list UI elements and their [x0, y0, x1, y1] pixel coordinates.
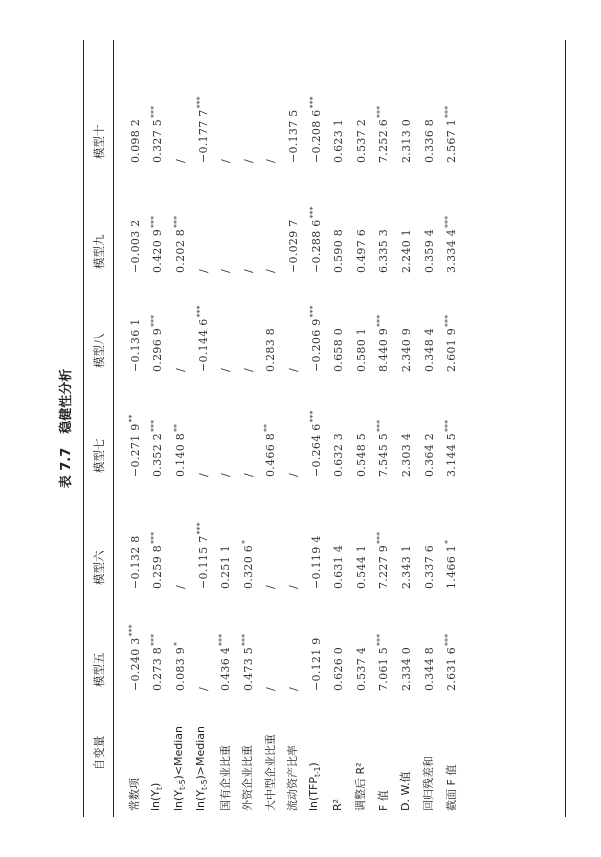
- header-model-7: 模型七: [91, 438, 106, 473]
- table-cell: [191, 163, 214, 273]
- cell-value: 0.623 1: [332, 118, 346, 163]
- table-cell: [349, 589, 372, 691]
- significance-stars: *: [239, 539, 249, 544]
- cell-value: −0.029 7: [286, 219, 300, 273]
- cell-value: 2.343 1: [399, 544, 413, 589]
- cell-value: /: [241, 158, 255, 163]
- table-cell: [281, 372, 304, 477]
- table-row: [439, 42, 462, 815]
- table-cell: [417, 273, 440, 372]
- table-cell: [372, 477, 395, 589]
- cell-value: 0.580 1: [354, 327, 368, 372]
- table-row: [191, 42, 214, 815]
- cell-value: 0.327 5: [151, 118, 165, 163]
- table-cell: [304, 42, 327, 163]
- header-model-10: 模型十: [91, 124, 106, 159]
- table-cell: [259, 477, 282, 589]
- cell-value: 6.335 3: [377, 228, 391, 273]
- table-cell: [113, 589, 146, 691]
- significance-stars: ***: [149, 314, 159, 327]
- table-row: [113, 42, 146, 815]
- cell-value: −0.271 9: [128, 423, 142, 477]
- cell-value: −0.208 6: [309, 109, 323, 163]
- table-cell: [281, 163, 304, 273]
- cell-value: /: [196, 686, 210, 691]
- cell-value: 0.083 9: [173, 646, 187, 691]
- cell-value: 3.334 4: [445, 228, 459, 273]
- cell-value: 0.466 8: [264, 432, 278, 477]
- header-row: [84, 42, 113, 815]
- significance-stars: ***: [443, 419, 453, 432]
- cell-value: −0.121 9: [309, 637, 323, 691]
- row-label: 大中型企业比重: [263, 734, 277, 811]
- cell-value: 1.466 1: [445, 544, 459, 589]
- cell-value: 2.340 9: [399, 327, 413, 372]
- table-row: [146, 42, 169, 815]
- significance-stars: ***: [443, 633, 453, 646]
- significance-stars: ***: [375, 633, 385, 646]
- cell-value: 0.348 4: [422, 327, 436, 372]
- table-cell: [191, 477, 214, 589]
- table-cell: [259, 42, 282, 163]
- cell-value: 2.567 1: [445, 118, 459, 163]
- table-cell: [372, 589, 395, 691]
- table-cell: [349, 42, 372, 163]
- table-cell: [394, 42, 417, 163]
- table-cell: [394, 477, 417, 589]
- table-cell: [168, 163, 191, 273]
- row-label: 国有企业比重: [218, 745, 232, 811]
- table-cell: [146, 42, 169, 163]
- significance-stars: ***: [194, 305, 204, 318]
- significance-stars: ***: [149, 419, 159, 432]
- table-row: [236, 42, 259, 815]
- cell-value: 2.303 4: [399, 432, 413, 477]
- cell-value: −0.003 2: [128, 219, 142, 273]
- table-cell: [236, 589, 259, 691]
- row-label: $\ln(Y_t)$: [149, 782, 165, 811]
- significance-stars: ***: [307, 96, 317, 109]
- cell-value: /: [264, 268, 278, 273]
- table-cell: [326, 273, 349, 372]
- cell-value: /: [196, 268, 210, 273]
- cell-value: /: [196, 472, 210, 477]
- significance-stars: **: [262, 423, 272, 432]
- robustness-table: [84, 42, 462, 815]
- table-cell: [349, 372, 372, 477]
- cell-value: −0.264 6: [309, 423, 323, 477]
- table-cell: [191, 42, 214, 163]
- table-title: 稳健性分析: [59, 368, 74, 434]
- table-cell: [439, 477, 462, 589]
- table-cell: [439, 589, 462, 691]
- table-cell: [259, 372, 282, 477]
- header-model-9: 模型九: [91, 234, 106, 269]
- table-number: 表 7.7: [59, 447, 74, 489]
- cell-value: 0.537 2: [354, 118, 368, 163]
- table-row: [372, 42, 395, 815]
- significance-stars: ***: [375, 314, 385, 327]
- cell-value: 0.473 5: [241, 646, 255, 691]
- table-caption: [55, 0, 74, 857]
- table-cell: [394, 273, 417, 372]
- cell-value: 0.631 4: [332, 544, 346, 589]
- cell-value: /: [173, 158, 187, 163]
- significance-stars: ***: [217, 633, 227, 646]
- cell-value: 0.626 0: [332, 646, 346, 691]
- cell-value: −0.115 7: [196, 535, 210, 589]
- table-cell: [372, 42, 395, 163]
- significance-stars: ***: [149, 215, 159, 228]
- table-cell: [168, 42, 191, 163]
- table-cell: [191, 589, 214, 691]
- table-cell: [168, 589, 191, 691]
- cell-value: 0.296 9: [151, 327, 165, 372]
- cell-value: /: [264, 158, 278, 163]
- significance-stars: ***: [307, 206, 317, 219]
- table-cell: [304, 163, 327, 273]
- cell-value: 0.548 5: [354, 432, 368, 477]
- cell-value: −0.177 7: [196, 109, 210, 163]
- significance-stars: ***: [443, 105, 453, 118]
- table-row: [259, 42, 282, 815]
- table-cell: [113, 273, 146, 372]
- header-model-5: 模型五: [91, 652, 106, 687]
- row-label: 常数项: [128, 778, 142, 811]
- cell-value: −0.137 5: [286, 109, 300, 163]
- table-cell: [304, 372, 327, 477]
- bottom-rule: [565, 40, 566, 817]
- table-cell: [349, 163, 372, 273]
- table-cell: [259, 273, 282, 372]
- row-label: $\ln(Y_{t-5})<Median$: [171, 726, 188, 811]
- cell-value: /: [241, 268, 255, 273]
- significance-stars: ***: [149, 531, 159, 544]
- table-cell: [326, 163, 349, 273]
- cell-value: 7.227 9: [377, 544, 391, 589]
- cell-value: /: [219, 268, 233, 273]
- cell-value: 0.352 2: [151, 432, 165, 477]
- cell-value: /: [219, 472, 233, 477]
- table-cell: [394, 163, 417, 273]
- cell-value: 0.259 8: [151, 544, 165, 589]
- row-label: 回归残差和: [422, 756, 436, 811]
- significance-stars: *: [171, 641, 181, 646]
- cell-value: 0.544 1: [354, 544, 368, 589]
- table-cell: [304, 273, 327, 372]
- table-cell: [349, 273, 372, 372]
- table-cell: [113, 477, 146, 589]
- table-cell: [417, 163, 440, 273]
- table-cell: [213, 42, 236, 163]
- table-row: [349, 42, 372, 815]
- significance-stars: **: [126, 414, 136, 423]
- table-cell: [372, 273, 395, 372]
- table-cell: [304, 477, 327, 589]
- table-cell: [417, 477, 440, 589]
- row-label: 截面 F 值: [444, 764, 458, 811]
- row-label: R²: [331, 798, 345, 811]
- table-cell: [326, 477, 349, 589]
- cell-value: 0.140 8: [173, 432, 187, 477]
- cell-value: −0.240 3: [128, 637, 142, 691]
- table-cell: [259, 589, 282, 691]
- table-cell: [326, 42, 349, 163]
- table-cell: [191, 273, 214, 372]
- significance-stars: ***: [239, 633, 249, 646]
- table-cell: [236, 477, 259, 589]
- cell-value: 2.334 0: [399, 646, 413, 691]
- table-body: [113, 42, 462, 815]
- cell-value: 7.252 6: [377, 118, 391, 163]
- table-row: [326, 42, 349, 815]
- cell-value: /: [219, 158, 233, 163]
- table-cell: [394, 589, 417, 691]
- cell-value: 0.320 6: [241, 544, 255, 589]
- table-cell: [439, 163, 462, 273]
- cell-value: /: [241, 367, 255, 372]
- table-row: [304, 42, 327, 815]
- row-label: D. W.值: [399, 771, 413, 811]
- table-cell: [439, 42, 462, 163]
- cell-value: /: [286, 472, 300, 477]
- significance-stars: ***: [194, 522, 204, 535]
- significance-stars: ***: [307, 410, 317, 423]
- table-cell: [213, 477, 236, 589]
- table-row: [168, 42, 191, 815]
- significance-stars: ***: [307, 305, 317, 318]
- table-row: [213, 42, 236, 815]
- significance-stars: ***: [375, 105, 385, 118]
- cell-value: −0.132 8: [128, 535, 142, 589]
- significance-stars: ***: [126, 624, 136, 637]
- table-header: [84, 42, 113, 815]
- significance-stars: ***: [443, 215, 453, 228]
- cell-value: 8.440 9: [377, 327, 391, 372]
- cell-value: /: [264, 584, 278, 589]
- cell-value: /: [286, 686, 300, 691]
- table-row: [394, 42, 417, 815]
- table-cell: [259, 163, 282, 273]
- cell-value: 0.537 4: [354, 646, 368, 691]
- cell-value: 0.436 4: [219, 646, 233, 691]
- table-row: [281, 42, 304, 815]
- table-cell: [394, 372, 417, 477]
- header-model-8: 模型八: [91, 333, 106, 368]
- row-label: 外资企业比重: [241, 745, 255, 811]
- table-cell: [281, 273, 304, 372]
- cell-value: 0.364 2: [422, 432, 436, 477]
- row-label: 调整后 R²: [354, 762, 368, 811]
- table-cell: [326, 589, 349, 691]
- header-variable: 自变量: [91, 735, 106, 771]
- table-cell: [236, 163, 259, 273]
- table-cell: [213, 372, 236, 477]
- table-cell: [146, 273, 169, 372]
- cell-value: −0.144 6: [196, 318, 210, 372]
- table-cell: [372, 372, 395, 477]
- cell-value: 0.632 3: [332, 432, 346, 477]
- significance-stars: ***: [171, 215, 181, 228]
- cell-value: /: [241, 472, 255, 477]
- cell-value: 0.273 8: [151, 646, 165, 691]
- cell-value: 3.144 5: [445, 432, 459, 477]
- cell-value: 2.240 1: [399, 228, 413, 273]
- cell-value: /: [286, 367, 300, 372]
- table-cell: [349, 477, 372, 589]
- table-cell: [113, 42, 146, 163]
- table-cell: [213, 163, 236, 273]
- header-model-6: 模型六: [91, 550, 106, 585]
- table-cell: [146, 589, 169, 691]
- row-label: F 值: [376, 790, 390, 811]
- cell-value: 2.601 9: [445, 327, 459, 372]
- table-cell: [281, 589, 304, 691]
- table-cell: [146, 163, 169, 273]
- table-cell: [439, 273, 462, 372]
- table-cell: [168, 273, 191, 372]
- significance-stars: ***: [375, 531, 385, 544]
- table-cell: [236, 273, 259, 372]
- row-label: $\ln(TFP_{t-1})$: [307, 762, 323, 811]
- table-cell: [281, 42, 304, 163]
- cell-value: 0.420 9: [151, 228, 165, 273]
- significance-stars: ***: [149, 105, 159, 118]
- table-cell: [213, 589, 236, 691]
- table-cell: [236, 372, 259, 477]
- table-cell: [191, 372, 214, 477]
- cell-value: /: [173, 584, 187, 589]
- cell-value: /: [219, 367, 233, 372]
- table-cell: [281, 477, 304, 589]
- table-cell: [113, 163, 146, 273]
- significance-stars: **: [171, 423, 181, 432]
- table-cell: [417, 589, 440, 691]
- cell-value: 0.251 1: [219, 544, 233, 589]
- table-cell: [213, 273, 236, 372]
- cell-value: 7.061 5: [377, 646, 391, 691]
- cell-value: 0.283 8: [264, 327, 278, 372]
- cell-value: 0.202 8: [173, 228, 187, 273]
- cell-value: 2.631 6: [445, 646, 459, 691]
- table-cell: [417, 372, 440, 477]
- table-cell: [146, 372, 169, 477]
- cell-value: 0.336 8: [422, 118, 436, 163]
- cell-value: −0.288 6: [309, 219, 323, 273]
- table-cell: [372, 163, 395, 273]
- cell-value: /: [286, 584, 300, 589]
- cell-value: 0.344 8: [422, 646, 436, 691]
- row-label: $\ln(Y_{t-5})>Median$: [194, 726, 210, 811]
- cell-value: 0.359 4: [422, 228, 436, 273]
- cell-value: −0.119 4: [309, 535, 323, 589]
- row-label: 流动资产比率: [286, 745, 300, 811]
- cell-value: 0.658 0: [332, 327, 346, 372]
- table-cell: [417, 42, 440, 163]
- cell-value: 0.337 6: [422, 544, 436, 589]
- cell-value: 7.545 5: [377, 432, 391, 477]
- cell-value: /: [173, 367, 187, 372]
- cell-value: 0.098 2: [128, 118, 142, 163]
- table-cell: [439, 372, 462, 477]
- cell-value: −0.206 9: [309, 318, 323, 372]
- table-cell: [326, 372, 349, 477]
- cell-value: −0.136 1: [128, 318, 142, 372]
- significance-stars: ***: [149, 633, 159, 646]
- table-row: [417, 42, 440, 815]
- table-cell: [236, 42, 259, 163]
- table-cell: [113, 372, 146, 477]
- table-cell: [146, 477, 169, 589]
- cell-value: /: [264, 686, 278, 691]
- table-cell: [304, 589, 327, 691]
- cell-value: 0.497 6: [354, 228, 368, 273]
- table-cell: [168, 372, 191, 477]
- significance-stars: ***: [194, 96, 204, 109]
- table-cell: [168, 477, 191, 589]
- cell-value: 0.590 8: [332, 228, 346, 273]
- significance-stars: ***: [443, 314, 453, 327]
- significance-stars: *: [443, 539, 453, 544]
- cell-value: 2.313 0: [399, 118, 413, 163]
- significance-stars: ***: [375, 419, 385, 432]
